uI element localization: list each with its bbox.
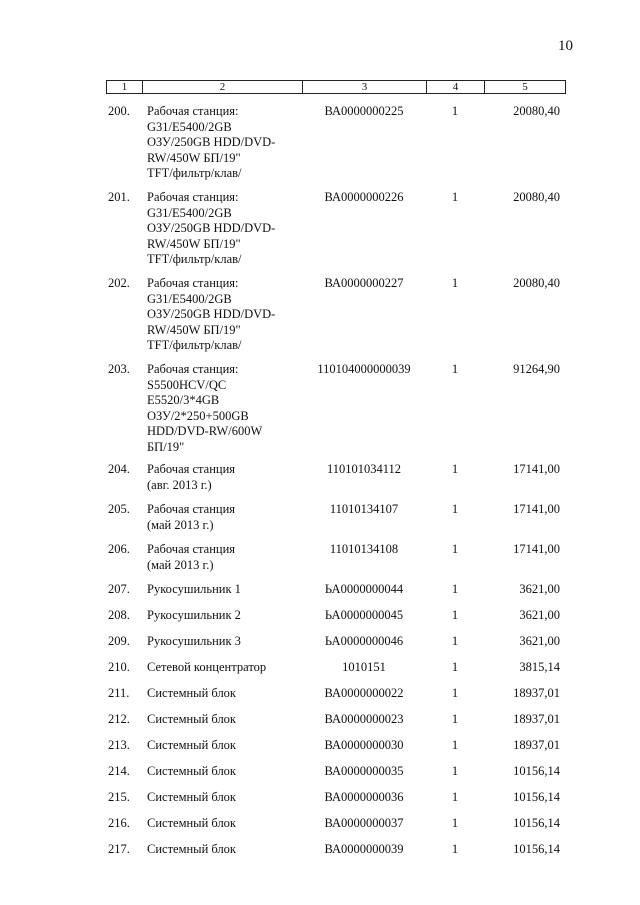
row-number: 201.	[108, 190, 130, 204]
quantity: 1	[451, 816, 459, 830]
item-name-line: Рукосушильник 1	[147, 582, 241, 596]
header-col-1: 1	[107, 81, 143, 93]
row-number: 215.	[108, 790, 130, 804]
item-name-line: ОЗУ/250GB HDD/DVD-	[147, 221, 276, 235]
item-name	[147, 462, 297, 493]
item-name-line: E5520/3*4GB	[147, 393, 220, 407]
row-number: 203.	[108, 362, 130, 376]
header-col-5: 5	[522, 81, 528, 93]
item-name-line: Рабочая станция:	[147, 104, 239, 118]
inventory-code: ЬА0000000044	[324, 582, 404, 596]
quantity: 1	[451, 462, 459, 476]
quantity: 1	[451, 790, 459, 804]
item-name-line: Рабочая станция:	[147, 362, 239, 376]
quantity: 1	[451, 502, 459, 516]
row-number: 214.	[108, 764, 130, 778]
item-name-line: TFT/фильтр/клав/	[147, 252, 242, 266]
amount: 91264,90	[513, 362, 560, 376]
row-number: 200.	[108, 104, 130, 118]
row-number: 208.	[108, 608, 130, 622]
inventory-code: 110101034112	[326, 462, 402, 476]
item-name-line: ОЗУ/250GB HDD/DVD-	[147, 307, 276, 321]
amount: 3621,00	[519, 634, 560, 648]
quantity: 1	[451, 104, 459, 118]
item-name	[147, 276, 297, 354]
page-number: 10	[558, 38, 573, 54]
item-name-line: ОЗУ/250GB HDD/DVD-	[147, 135, 276, 149]
amount: 18937,01	[513, 686, 560, 700]
item-name	[147, 104, 297, 182]
amount: 20080,40	[513, 104, 560, 118]
quantity: 1	[451, 608, 459, 622]
row-number: 210.	[108, 660, 130, 674]
item-name-line: HDD/DVD-RW/600W	[147, 424, 263, 438]
inventory-code: ВА0000000227	[324, 276, 404, 290]
item-name-line: S5500HCV/QC	[147, 377, 227, 392]
item-name-line: Системный блок	[147, 738, 237, 752]
header-col-2: 2	[143, 81, 303, 93]
quantity: 1	[451, 686, 459, 700]
amount: 3621,00	[519, 582, 560, 596]
row-number: 209.	[108, 634, 130, 648]
item-name-line: (авг. 2013 г.)	[147, 477, 212, 492]
quantity: 1	[451, 190, 459, 204]
inventory-code: ВА0000000039	[324, 842, 404, 856]
quantity: 1	[451, 660, 459, 674]
inventory-code: ЬА0000000045	[324, 608, 404, 622]
row-number: 204.	[108, 462, 130, 476]
item-name	[147, 542, 297, 573]
amount: 3815,14	[519, 660, 560, 674]
quantity: 1	[451, 542, 459, 556]
quantity: 1	[451, 362, 459, 376]
item-name	[147, 738, 297, 754]
item-name-line: Сетевой концентратор	[147, 660, 267, 674]
quantity: 1	[451, 712, 459, 726]
quantity: 1	[451, 276, 459, 290]
inventory-code: 110104000000039	[317, 362, 411, 376]
item-name-line: G31/E5400/2GB	[147, 291, 232, 306]
quantity: 1	[451, 738, 459, 752]
quantity: 1	[451, 842, 459, 856]
item-name	[147, 582, 297, 598]
inventory-code: ВА0000000037	[324, 816, 404, 830]
inventory-code: ВА0000000226	[324, 190, 404, 204]
inventory-code: 11010134107	[329, 502, 399, 516]
item-name-line: G31/E5400/2GB	[147, 119, 232, 134]
item-name-line: Системный блок	[147, 816, 237, 830]
row-number: 216.	[108, 816, 130, 830]
item-name-line: (май 2013 г.)	[147, 557, 214, 572]
amount: 17141,00	[513, 502, 560, 516]
inventory-code: 11010134108	[329, 542, 399, 556]
item-name-line: Рабочая станция:	[147, 276, 239, 290]
row-number: 207.	[108, 582, 130, 596]
item-name-line: Системный блок	[147, 764, 237, 778]
item-name-line: Рабочая станция	[147, 502, 236, 516]
item-name-line: Рабочая станция:	[147, 190, 239, 204]
amount: 3621,00	[519, 608, 560, 622]
item-name	[147, 842, 297, 858]
amount: 10156,14	[513, 816, 560, 830]
inventory-code: ВА0000000035	[324, 764, 404, 778]
item-name-line: Рукосушильник 3	[147, 634, 241, 648]
amount: 17141,00	[513, 462, 560, 476]
item-name-line: RW/450W БП/19"	[147, 236, 241, 251]
amount: 17141,00	[513, 542, 560, 556]
quantity: 1	[451, 764, 459, 778]
item-name-line: Рабочая станция	[147, 462, 236, 476]
item-name-line: Системный блок	[147, 790, 237, 804]
row-number: 212.	[108, 712, 130, 726]
item-name-line: Рукосушильник 2	[147, 608, 241, 622]
item-name	[147, 362, 297, 455]
row-number: 205.	[108, 502, 130, 516]
item-name-line: Рабочая станция	[147, 542, 236, 556]
item-name	[147, 764, 297, 780]
row-number: 217.	[108, 842, 130, 856]
item-name-line: ОЗУ/2*250+500GB	[147, 408, 249, 423]
amount: 10156,14	[513, 764, 560, 778]
item-name	[147, 608, 297, 624]
inventory-code: ЬА0000000046	[324, 634, 404, 648]
amount: 18937,01	[513, 738, 560, 752]
item-name-line: (май 2013 г.)	[147, 517, 214, 532]
quantity: 1	[451, 634, 459, 648]
item-name-line: БП/19"	[147, 439, 185, 454]
item-name	[147, 190, 297, 268]
item-name	[147, 686, 297, 702]
header-col-4: 4	[427, 81, 485, 93]
inventory-code: ВА0000000023	[324, 712, 404, 726]
row-number: 213.	[108, 738, 130, 752]
table-header	[106, 80, 566, 94]
amount: 20080,40	[513, 190, 560, 204]
item-name-line: RW/450W БП/19"	[147, 150, 241, 165]
quantity: 1	[451, 582, 459, 596]
item-name	[147, 712, 297, 728]
inventory-code: ВА0000000036	[324, 790, 404, 804]
row-number: 211.	[108, 686, 130, 700]
amount: 20080,40	[513, 276, 560, 290]
row-number: 206.	[108, 542, 130, 556]
amount: 18937,01	[513, 712, 560, 726]
item-name	[147, 790, 297, 806]
amount: 10156,14	[513, 842, 560, 856]
item-name-line: Системный блок	[147, 842, 237, 856]
inventory-code: ВА0000000022	[324, 686, 404, 700]
item-name	[147, 634, 297, 650]
item-name-line: RW/450W БП/19"	[147, 322, 241, 337]
item-name-line: Системный блок	[147, 712, 237, 726]
inventory-code: ВА0000000030	[324, 738, 404, 752]
item-name-line: TFT/фильтр/клав/	[147, 338, 242, 352]
header-col-3: 3	[303, 81, 427, 93]
inventory-code: 1010151	[342, 660, 386, 674]
inventory-code: ВА0000000225	[324, 104, 404, 118]
amount: 10156,14	[513, 790, 560, 804]
item-name-line: G31/E5400/2GB	[147, 205, 232, 220]
item-name-line: Системный блок	[147, 686, 237, 700]
item-name-line: TFT/фильтр/клав/	[147, 166, 242, 180]
item-name	[147, 660, 297, 676]
row-number: 202.	[108, 276, 130, 290]
item-name	[147, 816, 297, 832]
item-name	[147, 502, 297, 533]
